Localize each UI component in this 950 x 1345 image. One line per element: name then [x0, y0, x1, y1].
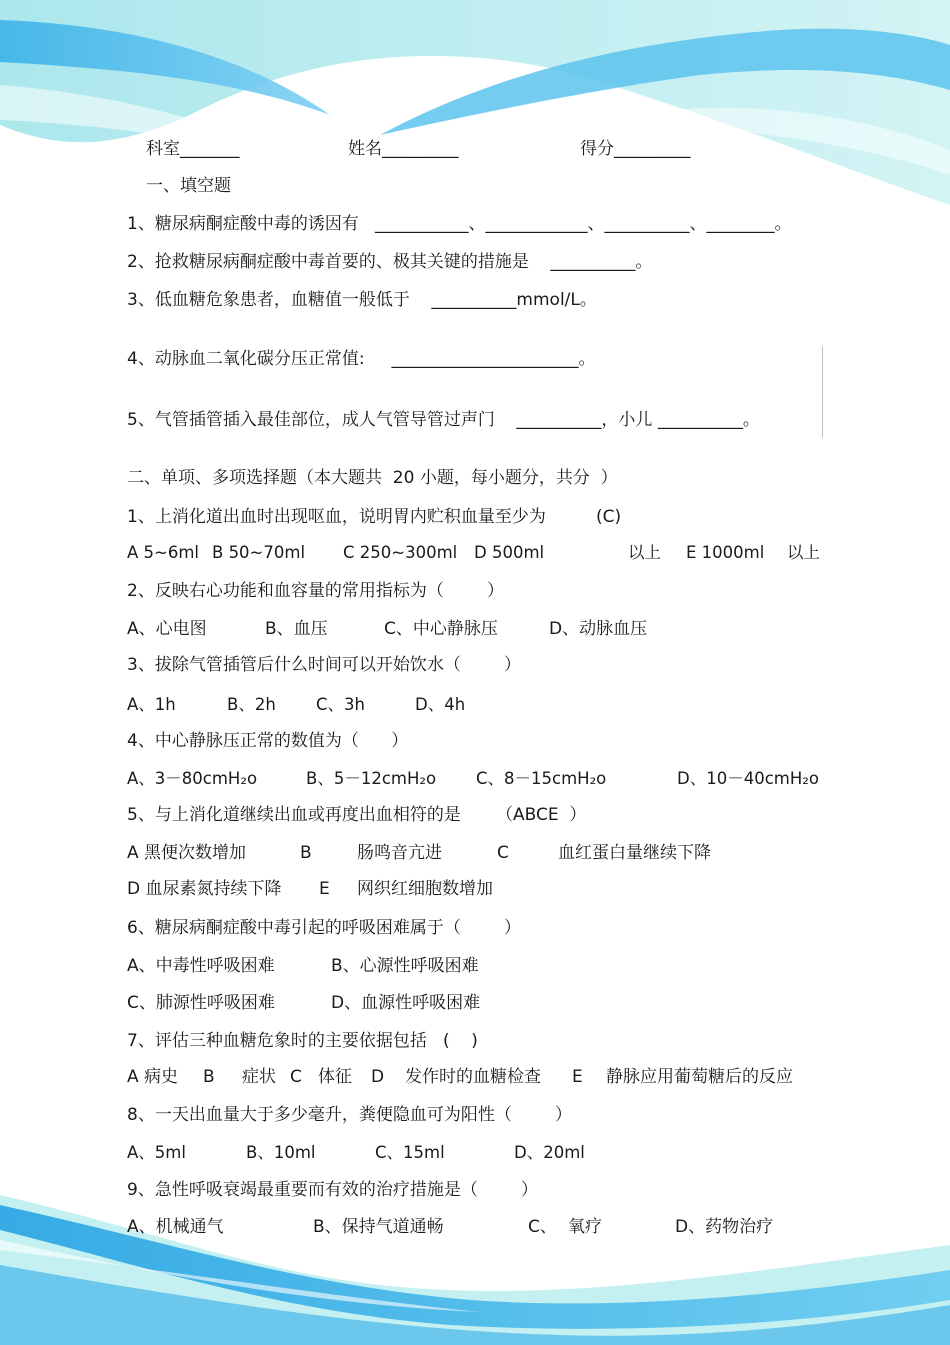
- q9-option-c-letter: C、: [528, 1217, 557, 1237]
- q7-option-b-letter: B: [203, 1067, 215, 1087]
- choice-question-1-answer: (C): [596, 507, 622, 527]
- fill-question-5: 5、气管插管插入最佳部位，成人气管导管过声门 __________，小儿 __________。: [127, 410, 760, 430]
- q5-option-d: D 血尿素氮持续下降: [127, 879, 282, 899]
- name-field: 姓名_________: [348, 139, 459, 159]
- choice-question-3-stem: 3、拔除气管插管后什么时间可以开始饮水（ ）: [127, 655, 522, 675]
- section1-title: 一、填空题: [146, 176, 231, 196]
- q1-option-e: E 1000ml: [686, 543, 765, 562]
- q7-option-d: 发作时的血糖检查: [405, 1067, 541, 1087]
- choice-question-8-stem: 8、一天出血量大于多少毫升，粪便隐血可为阳性（ ）: [127, 1105, 573, 1125]
- q4-option-c: C、8－15cmH₂o: [476, 769, 607, 788]
- q5-option-c: 血红蛋白量继续下降: [558, 843, 711, 863]
- q5-option-b-letter: B: [300, 843, 312, 863]
- q8-option-d: D、20ml: [514, 1143, 585, 1162]
- q9-option-b: B、保持气道通畅: [313, 1217, 444, 1237]
- q6-option-d: D、血源性呼吸困难: [331, 993, 481, 1013]
- choice-question-7-stem: 7、评估三种血糖危象时的主要依据包括 ( ): [127, 1031, 478, 1051]
- fill-question-2: 2、抢救糖尿病酮症酸中毒首要的、极其关键的措施是 __________。: [127, 252, 653, 272]
- q8-option-a: A、5ml: [127, 1143, 186, 1162]
- q4-option-b: B、5－12cmH₂o: [306, 769, 437, 788]
- q6-option-a: A、中毒性呼吸困难: [127, 956, 275, 976]
- q4-option-d: D、10－40cmH₂o: [677, 769, 819, 788]
- section2-title: 二、单项、多项选择题（本大题共 20 小题，每小题分，共分 ）: [127, 468, 618, 488]
- department-field: 科室_______: [146, 139, 240, 159]
- fill-question-1: 1、糖尿病酮症酸中毒的诱因有 ___________、____________、__________、________。: [127, 214, 792, 234]
- q1-option-b: B 50~70ml: [212, 543, 306, 562]
- fill-question-3: 3、低血糖危象患者，血糖值一般低于 __________mmol/L。: [127, 290, 597, 310]
- choice-question-1-stem: 1、上消化道出血时出现呕血，说明胃内贮积血量至少为: [127, 507, 546, 527]
- q7-option-e: 静脉应用葡萄糖后的反应: [606, 1067, 793, 1087]
- q7-option-c-letter: C: [290, 1067, 302, 1087]
- choice-question-9-stem: 9、急性呼吸衰竭最重要而有效的治疗措施是（ ）: [127, 1180, 539, 1200]
- q3-option-c: C、3h: [316, 695, 365, 714]
- q9-option-a: A、机械通气: [127, 1217, 224, 1237]
- q1-option-c: C 250~300ml: [343, 543, 458, 562]
- q5-option-e: 网织红细胞数增加: [357, 879, 493, 899]
- q2-option-b: B、血压: [265, 619, 328, 639]
- q2-option-a: A、心电图: [127, 619, 207, 639]
- choice-question-4-stem: 4、中心静脉压正常的数值为（ ）: [127, 731, 409, 751]
- q7-option-b: 症状: [242, 1067, 276, 1087]
- q7-option-a: A 病史: [127, 1067, 179, 1087]
- choice-question-5-stem: 5、与上消化道继续出血或再度出血相符的是: [127, 805, 461, 825]
- q6-option-b: B、心源性呼吸困难: [331, 956, 479, 976]
- q8-option-c: C、15ml: [375, 1143, 445, 1162]
- q2-option-d: D、动脉血压: [549, 619, 648, 639]
- q7-option-c: 体征: [318, 1067, 352, 1087]
- score-field: 得分_________: [580, 139, 691, 159]
- q6-option-c: C、肺源性呼吸困难: [127, 993, 275, 1013]
- q3-option-d: D、4h: [415, 695, 466, 714]
- q5-option-e-letter: E: [319, 879, 330, 899]
- q1-option-e-suffix: 以上: [787, 543, 820, 562]
- margin-rule: [822, 346, 823, 438]
- q2-option-c: C、中心静脉压: [384, 619, 498, 639]
- q7-option-d-letter: D: [371, 1067, 385, 1087]
- q1-option-d: D 500ml: [474, 543, 545, 562]
- q1-option-a: A 5~6ml: [127, 543, 200, 562]
- q9-option-d: D、药物治疗: [675, 1217, 774, 1237]
- q9-option-c: 氧疗: [568, 1217, 602, 1237]
- fill-question-4: 4、动脉血二氧化碳分压正常值: ______________________。: [127, 349, 596, 369]
- q3-option-a: A、1h: [127, 695, 176, 714]
- q4-option-a: A、3－80cmH₂o: [127, 769, 258, 788]
- q5-option-a: A 黑便次数增加: [127, 843, 247, 863]
- q8-option-b: B、10ml: [246, 1143, 316, 1162]
- q3-option-b: B、2h: [227, 695, 276, 714]
- choice-question-5-answer: （ABCE ）: [496, 805, 587, 825]
- q7-option-e-letter: E: [572, 1067, 583, 1087]
- choice-question-6-stem: 6、糖尿病酮症酸中毒引起的呼吸困难属于（ ）: [127, 918, 522, 938]
- q5-option-c-letter: C: [497, 843, 509, 863]
- q5-option-b: 肠鸣音亢进: [357, 843, 442, 863]
- q1-option-d-suffix: 以上: [628, 543, 661, 562]
- choice-question-2-stem: 2、反映右心功能和血容量的常用指标为（ ）: [127, 581, 505, 601]
